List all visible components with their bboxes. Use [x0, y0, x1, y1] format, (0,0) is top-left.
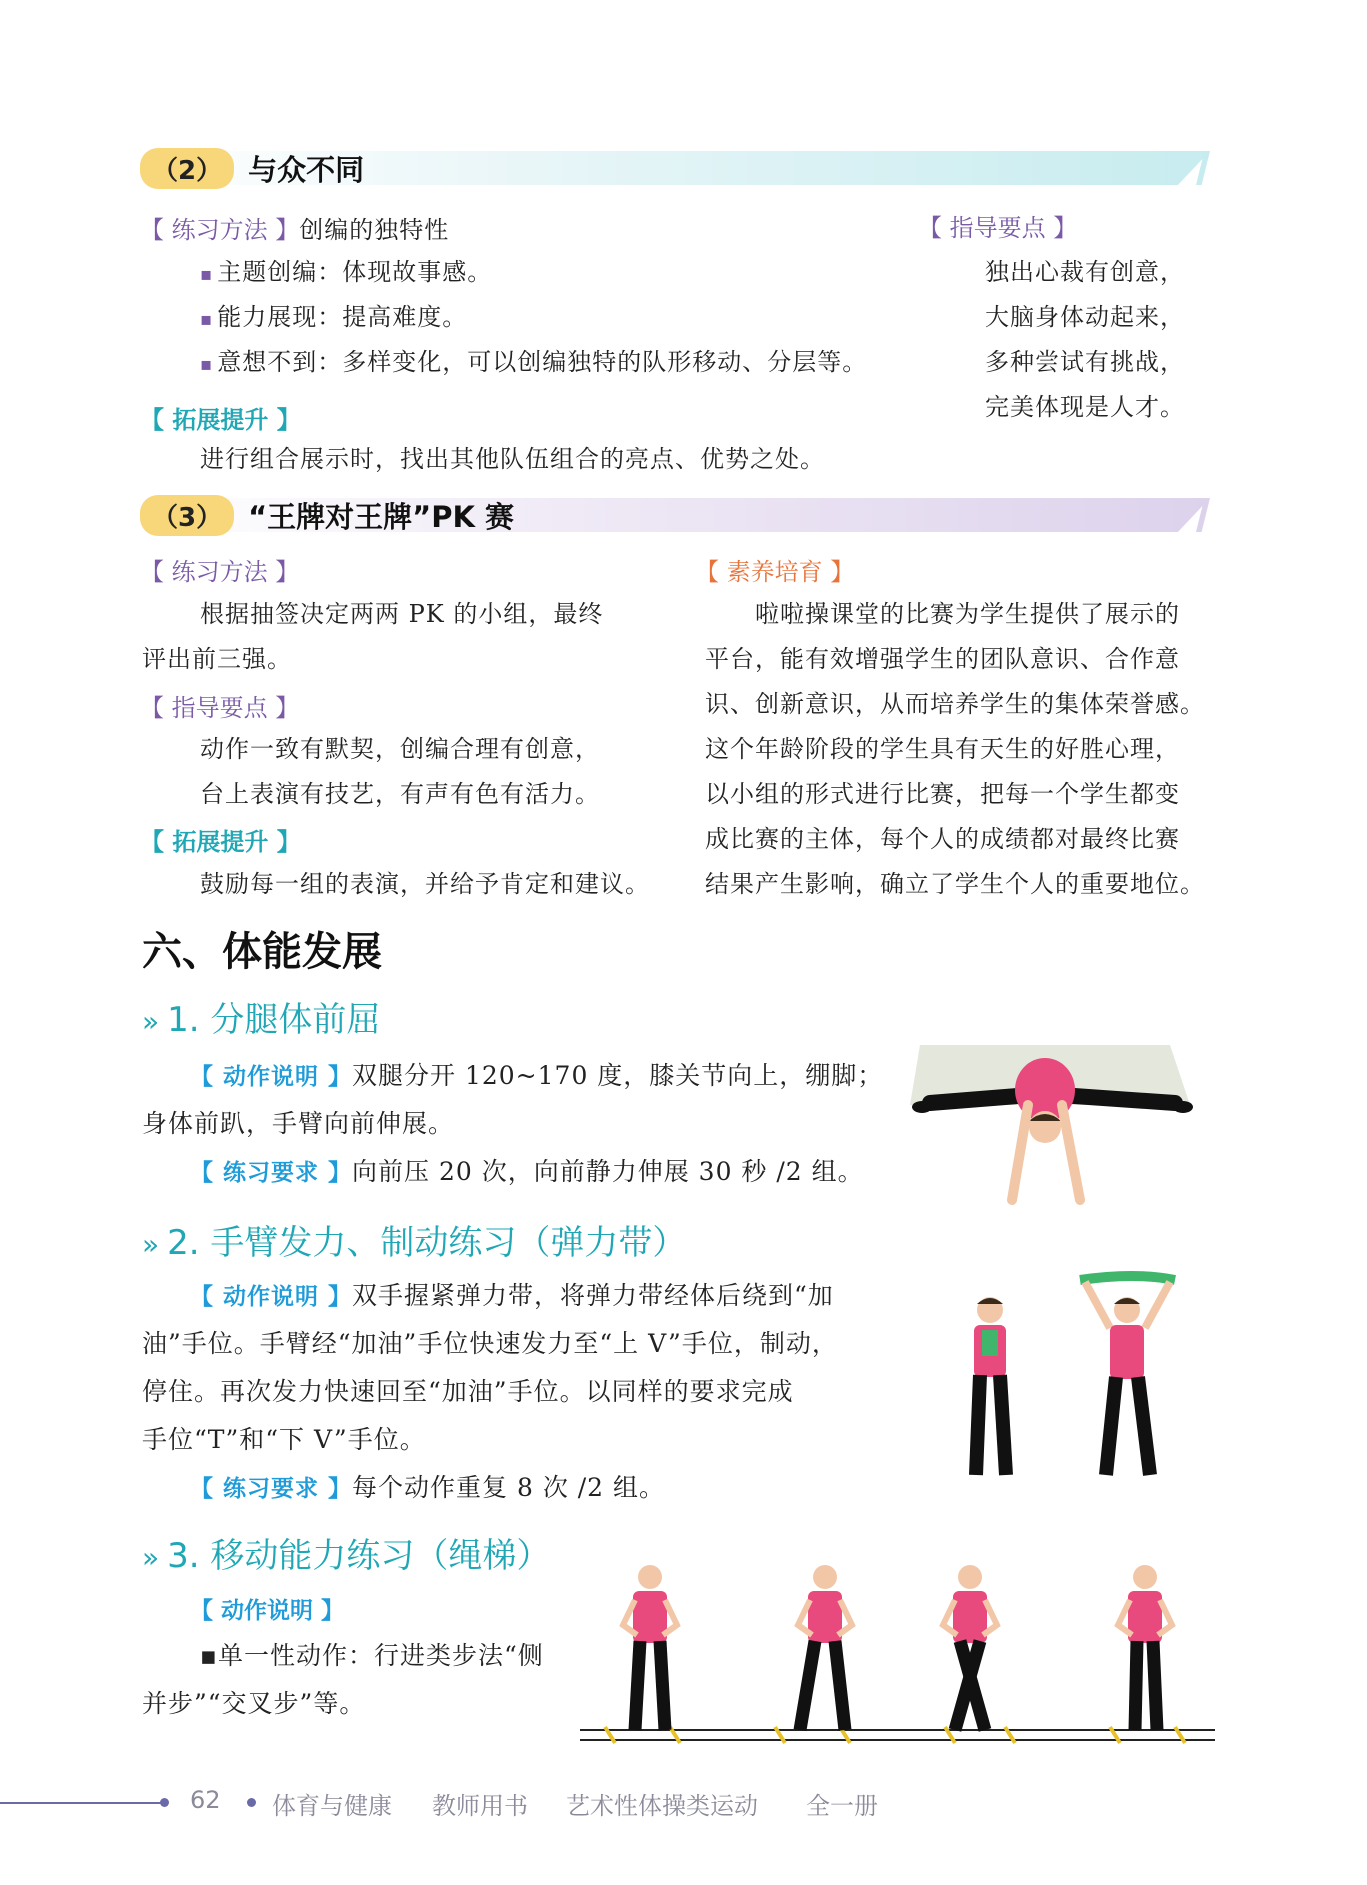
item-title: 2. 手臂发力、制动练习（弹力带）	[167, 1223, 687, 1263]
chevron-icon: »	[142, 1541, 160, 1574]
bullet-item: ▪ 能力展现：提高难度。	[200, 295, 467, 342]
guide-line: 动作一致有默契，创编合理有创意，	[200, 735, 600, 763]
section-title: “王牌对王牌”PK 赛	[248, 499, 515, 534]
elastic-band-photo	[940, 1270, 1200, 1495]
split-stretch-photo	[890, 1045, 1210, 1225]
guide-tag: 【 指导要点 】	[918, 214, 1078, 242]
item2-heading	[142, 1215, 686, 1264]
footer-dot	[247, 1798, 256, 1807]
literacy-tag: 【 素养培育 】	[695, 558, 855, 586]
literacy-line: 成比赛的主体，每个人的成绩都对最终比赛	[705, 825, 1180, 853]
item1-heading	[142, 992, 380, 1041]
item3-desc-line: ▪单一性动作：行进类步法“侧	[200, 1641, 544, 1670]
guide-line: 多种尝试有挑战，	[985, 348, 1185, 376]
guide-line: 台上表演有技艺，有声有色有活力。	[200, 780, 600, 808]
section-2-header	[140, 145, 1210, 191]
literacy-line: 平台，能有效增强学生的团队意识、合作意	[705, 645, 1180, 673]
book-title: 体育与健康	[272, 1792, 392, 1820]
item-title: 3. 移动能力练习（绳梯）	[167, 1536, 551, 1576]
page-number: 62	[190, 1786, 221, 1814]
footer-dot	[160, 1798, 169, 1807]
literacy-line: 以小组的形式进行比赛，把每一个学生都变	[705, 780, 1180, 808]
item2-desc-line: 油”手位。手臂经“加油”手位快速发力至“上 V”手位，制动，	[142, 1329, 838, 1358]
section-title: 与众不同	[248, 152, 365, 187]
section-number: （3）	[140, 495, 234, 536]
literacy-line: 这个年龄阶段的学生具有天生的好胜心理，	[705, 735, 1180, 763]
desc-tag: 【 动作说明 】	[190, 1284, 353, 1310]
item1-desc-line: 【 动作说明 】双腿分开 120~170 度，膝关节向上，绷脚；	[190, 1061, 884, 1090]
item2-req-line: 【 练习要求 】每个动作重复 8 次 /2 组。	[190, 1473, 666, 1502]
method-tag: 【 练习方法 】	[140, 216, 300, 244]
expand-text: 鼓励每一组的表演，并给予肯定和建议。	[200, 870, 650, 898]
book-edition: 教师用书	[432, 1792, 528, 1820]
chevron-icon: »	[142, 1228, 160, 1261]
req-tag: 【 练习要求 】	[190, 1160, 353, 1186]
expand-text: 进行组合展示时，找出其他队伍组合的亮点、优势之处。	[200, 445, 825, 473]
bullet-item: ▪ 意想不到：多样变化，可以创编独特的队形移动、分层等。	[200, 340, 867, 387]
item2-desc-line: 停住。再次发力快速回至“加油”手位。以同样的要求完成	[142, 1377, 794, 1406]
bullet-item: ▪ 主题创编：体现故事感。	[200, 250, 492, 297]
item2-desc-line: 手位“T”和“下 V”手位。	[142, 1425, 426, 1454]
literacy-line: 啦啦操课堂的比赛为学生提供了展示的	[755, 600, 1180, 628]
section-number: （2）	[140, 148, 234, 189]
expand-tag: 【 拓展提升 】	[140, 406, 301, 434]
book-volume: 全一册	[806, 1792, 878, 1820]
expand-tag: 【 拓展提升 】	[140, 828, 301, 856]
req-tag: 【 练习要求 】	[190, 1476, 353, 1502]
chapter-title: 六、体能发展	[142, 928, 382, 975]
book-subject: 艺术性体操类运动	[566, 1792, 758, 1820]
guide-line: 大脑身体动起来，	[985, 303, 1185, 331]
guide-line: 独出心裁有创意，	[985, 258, 1185, 286]
item1-req-line: 【 练习要求 】向前压 20 次，向前静力伸展 30 秒 /2 组。	[190, 1157, 864, 1186]
guide-line: 完美体现是人才。	[985, 393, 1185, 421]
guide-tag: 【 指导要点 】	[140, 694, 300, 722]
item2-desc-line: 【 动作说明 】双手握紧弹力带，将弹力带经体后绕到“加	[190, 1281, 834, 1310]
method-line: 评出前三强。	[142, 645, 292, 673]
desc-tag: 【 动作说明 】	[190, 1064, 353, 1090]
literacy-line: 识、创新意识，从而培养学生的集体荣誉感。	[705, 690, 1205, 718]
section-3-header	[140, 492, 1210, 538]
rope-ladder-photo	[575, 1555, 1220, 1750]
item1-desc-line: 身体前趴，手臂向前伸展。	[142, 1109, 455, 1138]
item3-heading	[142, 1528, 550, 1577]
item-title: 1. 分腿体前屈	[167, 1000, 381, 1040]
desc-tag: 【 动作说明 】	[190, 1598, 345, 1624]
footer-rule	[0, 1802, 162, 1804]
chevron-icon: »	[142, 1005, 160, 1038]
literacy-line: 结果产生影响，确立了学生个人的重要地位。	[705, 870, 1205, 898]
method-tag: 【 练习方法 】	[140, 558, 300, 586]
method-line: 根据抽签决定两两 PK 的小组，最终	[200, 600, 604, 628]
sec2-method-row	[140, 208, 449, 253]
item3-desc-line: 并步”“交叉步”等。	[142, 1689, 366, 1718]
method-text: 创编的独特性	[299, 216, 450, 244]
